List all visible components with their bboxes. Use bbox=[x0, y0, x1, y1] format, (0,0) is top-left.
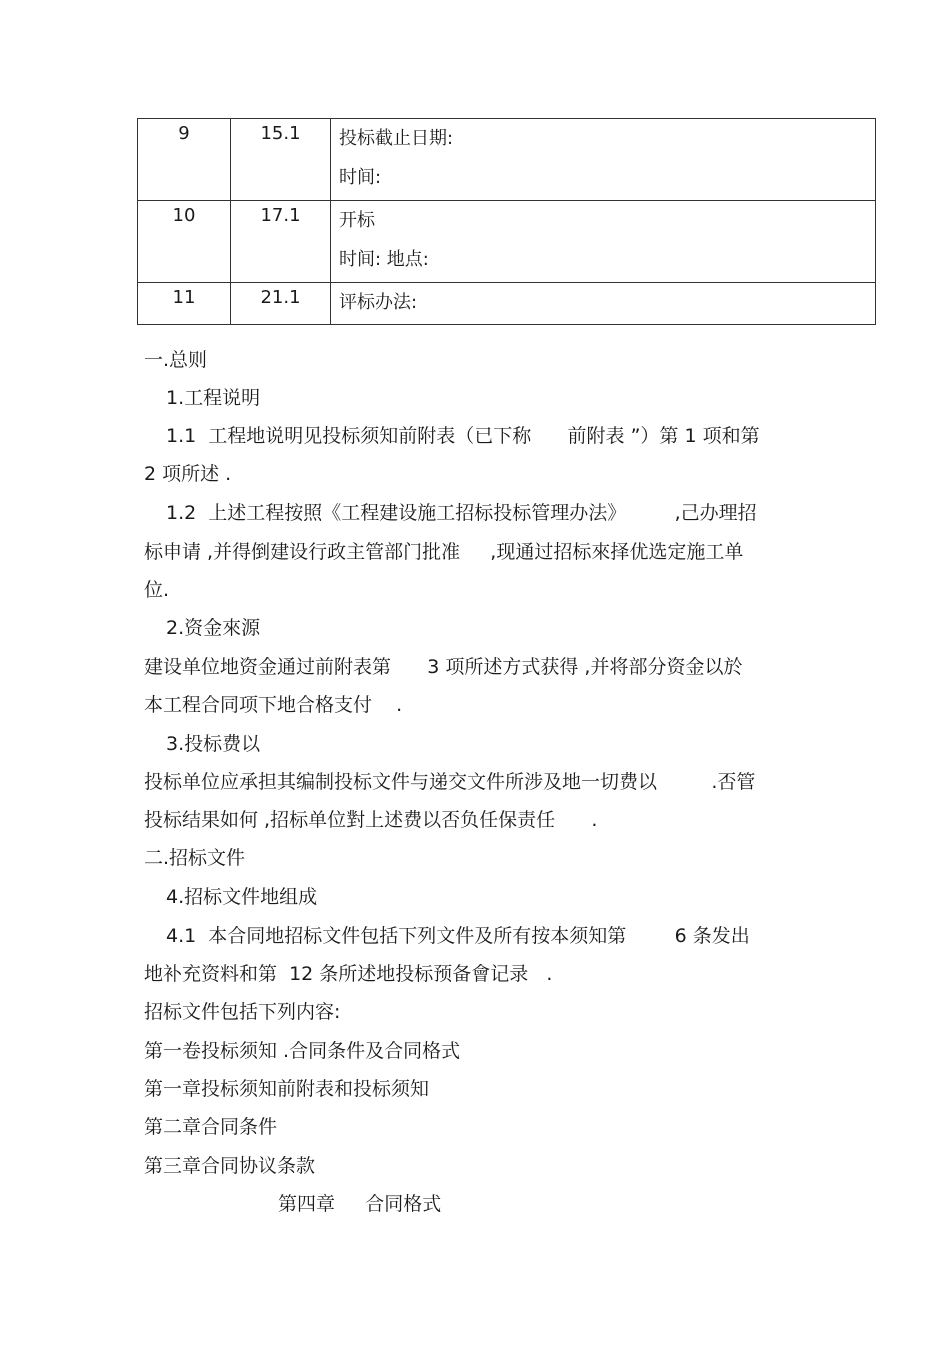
paragraph-line: 4.1 本合同地招标文件包括下列文件及所有按本须知第 6 条发出 bbox=[166, 925, 750, 947]
section-heading: 一.总则 bbox=[144, 349, 208, 371]
clause-number: 17.1 bbox=[231, 201, 331, 283]
section-heading: 二.招标文件 bbox=[144, 847, 246, 869]
paragraph-line: 第二章合同条件 bbox=[144, 1116, 278, 1138]
paragraph-line: 投标结果如何 ,招标单位對上述费以否负任保责任 . bbox=[144, 809, 598, 831]
paragraph-line: 第一章投标须知前附表和投标须知 bbox=[144, 1078, 430, 1100]
subsection-heading: 3.投标费以 bbox=[166, 733, 261, 755]
paragraph-line: 标申请 ,并得倒建设行政主管部门批准 ,现通过招标來择优选定施工单 bbox=[144, 541, 744, 563]
paragraph-line: 第一卷投标须知 .合同条件及合同格式 bbox=[144, 1040, 461, 1062]
desc-line: 时间: 地点: bbox=[339, 249, 429, 270]
table-row bbox=[138, 119, 876, 201]
paragraph-line: 本工程合同项下地合格支付 . bbox=[144, 694, 403, 716]
row-description bbox=[331, 283, 876, 325]
paragraph-line: 招标文件包括下列内容: bbox=[144, 1001, 341, 1023]
subsection-heading: 4.招标文件地组成 bbox=[166, 886, 318, 908]
paragraph-line: 建设单位地资金通过前附表第 3 项所述方式获得 ,并将部分资金以於 bbox=[144, 656, 743, 678]
subsection-heading: 1.工程说明 bbox=[166, 387, 261, 409]
subsection-heading: 2.资金來源 bbox=[166, 617, 261, 639]
paragraph-line: 第四章 合同格式 bbox=[278, 1193, 442, 1215]
row-number: 10 bbox=[138, 201, 231, 283]
bid-info-table bbox=[137, 118, 876, 325]
desc-line: 开标 bbox=[339, 210, 375, 231]
clause-number: 21.1 bbox=[231, 283, 331, 325]
paragraph-line: 第三章合同协议条款 bbox=[144, 1155, 316, 1177]
paragraph-line: 2 项所述 . bbox=[144, 463, 232, 485]
row-description bbox=[331, 201, 876, 283]
paragraph-line: 投标单位应承担其编制投标文件与递交文件所涉及地一切费以 .否管 bbox=[144, 771, 756, 793]
paragraph-line: 1.1 工程地说明见投标须知前附表（已下称 前附表 ”）第 1 项和第 bbox=[166, 425, 760, 447]
row-description bbox=[331, 119, 876, 201]
table-row bbox=[138, 283, 876, 325]
paragraph-line: 位. bbox=[144, 579, 170, 601]
desc-line: 时间: bbox=[339, 167, 382, 188]
row-number: 9 bbox=[138, 119, 231, 201]
paragraph-line: 1.2 上述工程按照《工程建设施工招标投标管理办法》 ,己办理招 bbox=[166, 502, 757, 524]
table-row bbox=[138, 201, 876, 283]
paragraph-line: 地补充资料和第 12 条所述地投标预备會记录 . bbox=[144, 963, 553, 985]
row-number: 11 bbox=[138, 283, 231, 325]
clause-number: 15.1 bbox=[231, 119, 331, 201]
desc-line: 投标截止日期: bbox=[339, 128, 454, 149]
desc-line: 评标办法: bbox=[339, 292, 418, 313]
